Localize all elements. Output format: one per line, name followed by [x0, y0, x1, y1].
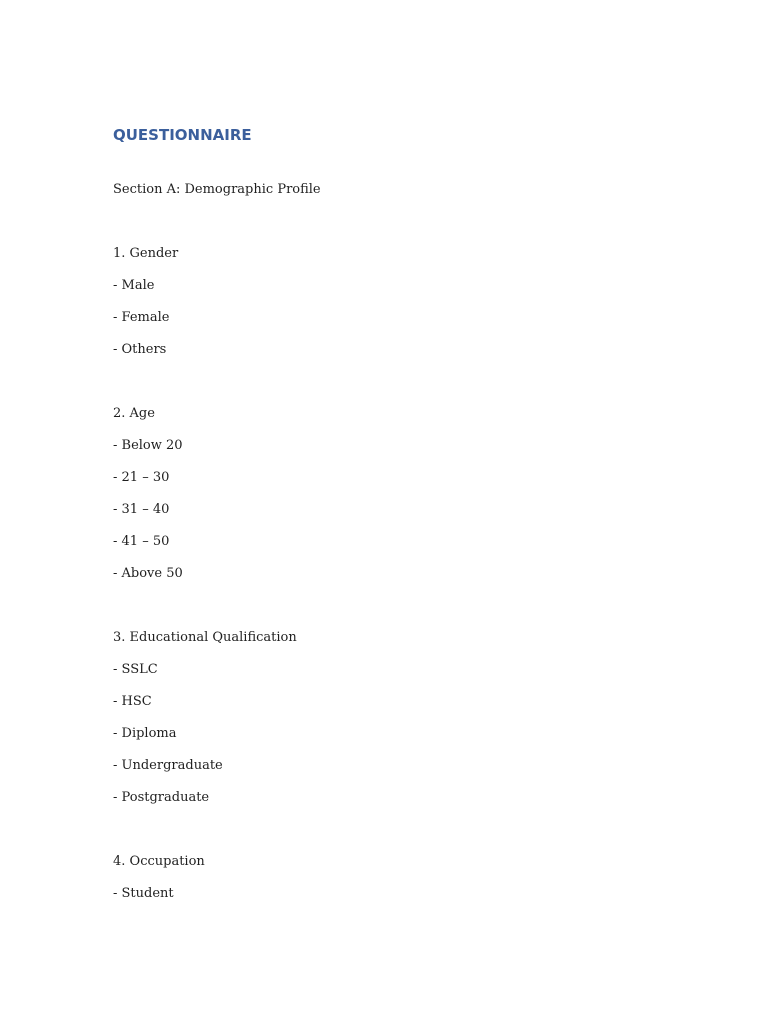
question-3-option-5: - Postgraduate	[113, 790, 210, 805]
document-title: QUESTIONNAIRE	[113, 126, 252, 144]
question-3-option-3: - Diploma	[113, 726, 177, 741]
question-2-label: 2. Age	[113, 406, 155, 421]
question-2-option-1: - Below 20	[113, 438, 183, 453]
question-1-label: 1. Gender	[113, 246, 179, 261]
question-3-option-1: - SSLC	[113, 662, 158, 677]
question-1-option-2: - Female	[113, 310, 170, 325]
question-1-option-1: - Male	[113, 278, 155, 293]
question-2-option-4: - 41 – 50	[113, 534, 170, 549]
question-2-option-3: - 31 – 40	[113, 502, 170, 517]
question-2-option-2: - 21 – 30	[113, 470, 170, 485]
question-3-label: 3. Educational Qualification	[113, 630, 297, 645]
question-4-label: 4. Occupation	[113, 854, 205, 869]
section-heading: Section A: Demographic Profile	[113, 182, 321, 197]
question-2-option-5: - Above 50	[113, 566, 183, 581]
question-3-option-2: - HSC	[113, 694, 152, 709]
question-4-option-1: - Student	[113, 886, 174, 901]
question-1-option-3: - Others	[113, 342, 167, 357]
question-3-option-4: - Undergraduate	[113, 758, 223, 773]
